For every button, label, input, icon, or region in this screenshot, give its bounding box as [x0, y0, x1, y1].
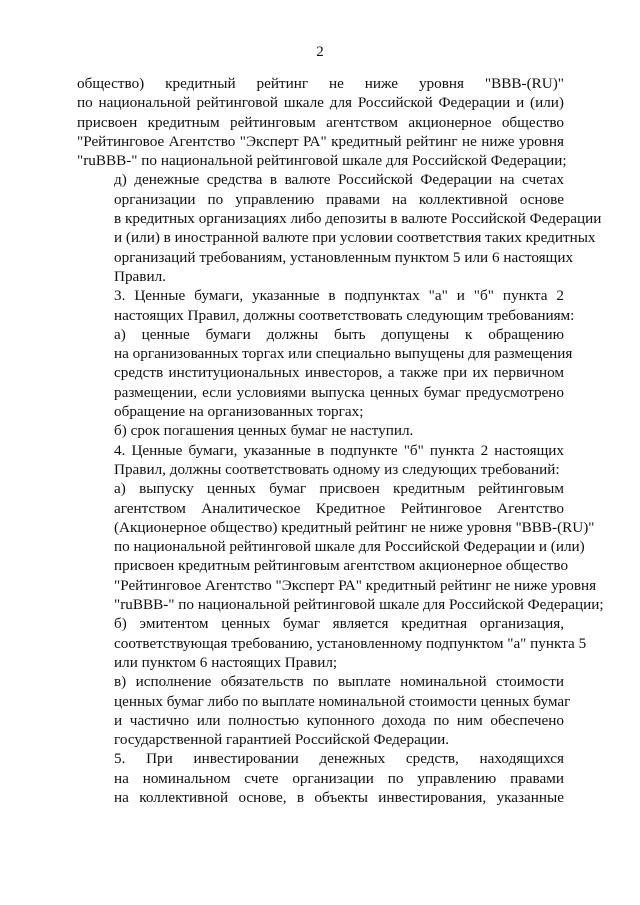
document-body [77, 74, 604, 807]
text-line: а) ценные бумаги должны быть допущены к обращению [114, 325, 564, 343]
text-line: средств институциональных инвесторов, а также при их первичном [114, 364, 564, 382]
paragraph-p10 [77, 749, 564, 807]
page-number: 2 [316, 44, 324, 60]
paragraph-p3 [77, 286, 575, 325]
text-line: государственной гарантией Российской Федерации. [114, 731, 450, 749]
text-line: или пунктом 6 настоящих Правил; [114, 653, 338, 671]
text-line: в) исполнение обязательств по выплате номинальной стоимости [114, 673, 564, 691]
paragraph-p5 [77, 421, 564, 440]
text-line: агентством Аналитическое Кредитное Рейтинговое Агентство [114, 499, 564, 517]
text-line: по национальной рейтинговой шкале для Российской Федерации и (или) [77, 94, 564, 112]
paragraph-p4 [77, 325, 573, 421]
text-line: "Рейтинговое Агентство "Эксперт РА" кредитный рейтинг не ниже уровня [77, 132, 564, 150]
text-line: на организованных торгах или специально выпущены для размещения [114, 345, 573, 363]
paragraph-p9 [77, 672, 571, 749]
text-line: по национальной рейтинговой шкале для Российской Федерации и (или) [114, 538, 585, 556]
text-line: обращение на организованных торгах; [114, 403, 364, 421]
text-line: б) эмитентом ценных бумаг является кредитная организация, [114, 615, 564, 633]
text-line: 3. Ценные бумаги, указанные в подпунктах "а" и "б" пункта 2 [114, 287, 564, 305]
text-line: присвоен кредитным рейтинговым агентством акционерное общество [77, 113, 564, 131]
text-line: (Акционерное общество) кредитный рейтинг не ниже уровня "BBB-(RU)" [114, 518, 595, 536]
text-line: настоящих Правил, должны соответствовать следующим требованиям: [114, 306, 575, 324]
text-line: ценных бумаг либо по выплате номинальной стоимости ценных бумаг [114, 692, 571, 710]
text-line: соответствующая требованию, установленному подпунктом "а" пункта 5 [114, 634, 587, 652]
text-line: на коллективной основе, в объекты инвестирования, указанные [114, 788, 564, 806]
text-line: а) выпуску ценных бумаг присвоен кредитным рейтинговым [114, 480, 564, 498]
text-line: д) денежные средства в валюте Российской Федерации на счетах [114, 171, 564, 189]
text-line: 4. Ценные бумаги, указанные в подпункте "б" пункта 2 настоящих [114, 441, 564, 459]
text-line: размещении, если условиями выпуска ценных бумаг предусмотрено [114, 383, 564, 401]
text-line: организации по управлению правами на коллективной основе [114, 190, 564, 208]
text-line: "Рейтинговое Агентство "Эксперт РА" кредитный рейтинг не ниже уровня [114, 576, 597, 594]
text-line: общество) кредитный рейтинг не ниже уровня "BBB-(RU)" [77, 75, 564, 92]
text-line: присвоен кредитным рейтинговым агентством акционерное общество [114, 557, 569, 575]
text-line: и частично или полностью купонного дохода по ним обеспечено [114, 711, 564, 729]
text-line: Правил, должны соответствовать одному из следующих требований: [114, 460, 560, 478]
text-line: в кредитных организациях либо депозиты в валюте Российской Федерации [114, 210, 602, 228]
paragraph-p8 [77, 614, 587, 672]
paragraph-p7 [77, 479, 604, 614]
paragraph-p2 [77, 170, 602, 286]
text-line: на номинальном счете организации по управлению правами [114, 769, 564, 787]
paragraph-p1 [77, 74, 567, 170]
paragraph-p6 [77, 441, 564, 480]
text-line: организаций требованиям, установленным пунктом 5 или 6 настоящих [114, 248, 574, 266]
text-line: б) срок погашения ценных бумаг не наступил. [114, 422, 414, 440]
text-line: "ruBBB-" по национальной рейтинговой шкале для Российской Федерации; [77, 152, 567, 170]
text-line: и (или) в иностранной валюте при условии соответствия таких кредитных [114, 229, 596, 247]
text-line: "ruBBB-" по национальной рейтинговой шкале для Российской Федерации; [114, 596, 604, 614]
text-line: Правил. [114, 267, 166, 285]
text-line: 5. При инвестировании денежных средств, находящихся [114, 750, 564, 768]
